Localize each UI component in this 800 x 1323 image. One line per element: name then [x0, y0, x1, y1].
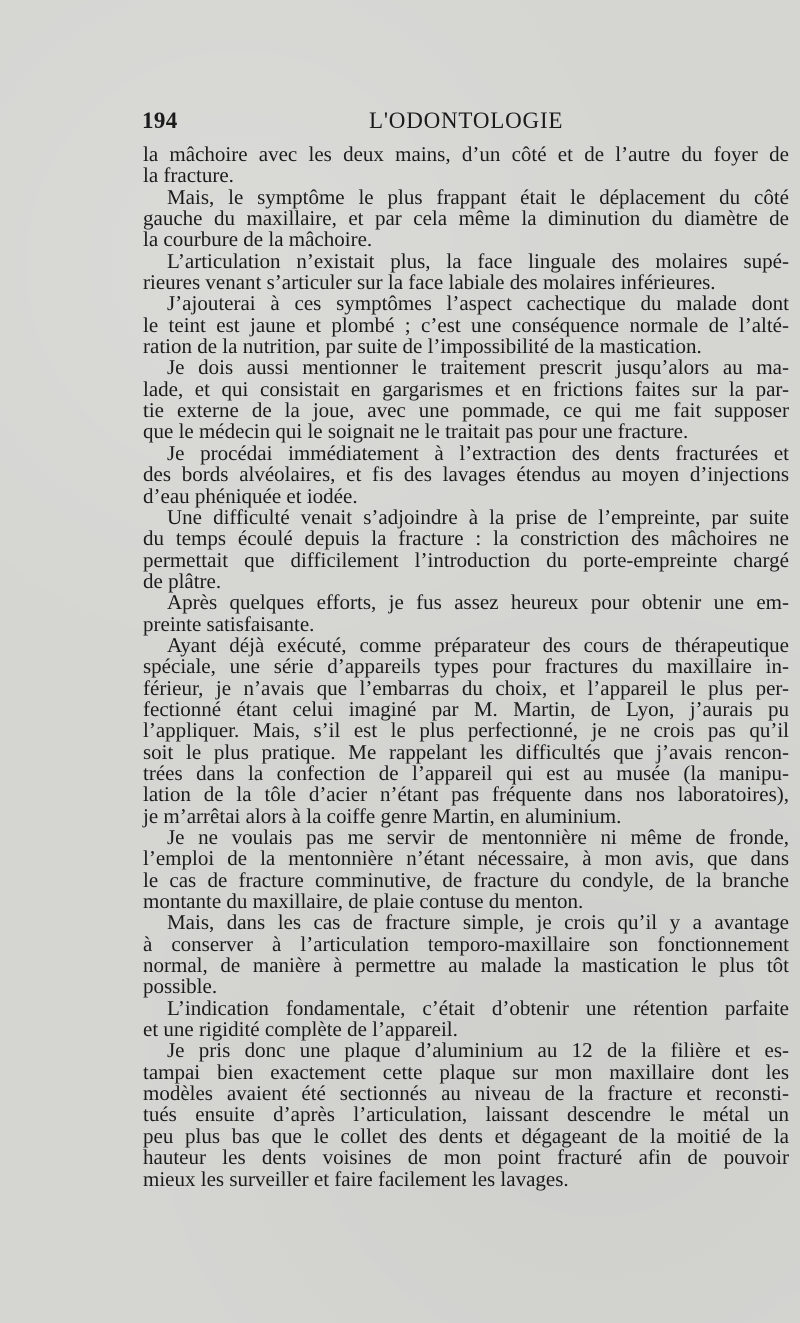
text-line: trées dans la confection de l’appareil qui est au musée (la manipu- — [143, 760, 789, 785]
text-line: du temps écoulé depuis la fracture : la constriction des mâchoires ne — [143, 526, 789, 551]
text-line: normal, de manière à permettre au malade la mastication le plus tôt — [143, 953, 789, 978]
text-line: soit le plus pratique. Me rappelant les difficultés que j’avais rencon- — [143, 739, 789, 764]
text-line: à conserver à l’articulation temporo-maxillaire son fonctionnement — [143, 931, 789, 956]
text-line: Ayant déjà exécuté, comme préparateur des cours de thérapeutique — [167, 632, 789, 657]
text-line: spéciale, une série d’appareils types pour fractures du maxillaire in- — [143, 654, 789, 679]
text-line: ration de la nutrition, par suite de l’impossibilité de la mastication. — [143, 334, 702, 359]
text-line: Je ne voulais pas me servir de mentonnière ni même de fronde, — [167, 825, 789, 849]
text-line: mieux les surveiller et faire facilement les lavages. — [143, 1166, 569, 1191]
text-line: possible. — [143, 974, 218, 999]
text-line: le teint est jaune et plombé ; c’est une conséquence normale de l’alté- — [143, 312, 789, 337]
text-line: tués ensuite d’après l’articulation, laissant descendre le métal un — [143, 1102, 789, 1127]
text-line: la mâchoire avec les deux mains, d’un côté et de l’autre du foyer de — [143, 142, 789, 166]
text-line: le cas de fracture comminutive, de fracture du condyle, de la branche — [143, 867, 789, 892]
text-line: tampai bien exactement cette plaque sur mon maxillaire dont les — [143, 1059, 789, 1084]
text-line: tie externe de la joue, avec une pommade, ce qui me fait supposer — [143, 398, 789, 423]
text-line: fectionné étant celui imaginé par M. Martin, de Lyon, j’aurais pu — [143, 696, 789, 721]
text-line: férieur, je n’avais que l’embarras du choix, et l’appareil le plus per- — [143, 675, 789, 700]
text-line: des bords alvéolaires, et fis des lavages étendus au moyen d’injections — [143, 462, 789, 487]
text-line: L’articulation n’existait plus, la face linguale des molaires supé- — [167, 248, 789, 273]
text-line: Je procédai immédiatement à l’extraction des dents fracturées et — [167, 440, 789, 465]
text-line: modèles avaient été sectionnés au niveau de la fracture et reconsti- — [143, 1081, 789, 1106]
text-line: Mais, dans les cas de fracture simple, je crois qu’il y a avantage — [167, 910, 789, 935]
text-line: Je dois aussi mentionner le traitement prescrit jusqu’alors au ma- — [167, 355, 789, 380]
text-line: hauteur les dents voisines de mon point fracturé afin de pouvoir — [143, 1145, 789, 1170]
text-line: Une difficulté venait s’adjoindre à la prise de l’empreinte, par suite — [167, 504, 789, 529]
text-line: je m’arrêtai alors à la coiffe genre Martin, en aluminium. — [143, 803, 622, 828]
text-line: lade, et qui consistait en gargarismes et en frictions faites sur la par- — [143, 376, 789, 401]
running-title: L'ODONTOLOGIE — [369, 108, 564, 133]
text-line: la courbure de la mâchoire. — [143, 227, 373, 252]
text-line: et une rigidité complète de l’appareil. — [143, 1017, 458, 1042]
text-line: la fracture. — [143, 163, 234, 188]
text-line: permettait que difficilement l’introduction du porte-empreinte chargé — [143, 547, 789, 572]
text-line: L’indication fondamentale, c’était d’obtenir une rétention parfaite — [167, 995, 789, 1020]
text-line: peu plus bas que le collet des dents et dégageant de la moitié de la — [143, 1123, 789, 1148]
text-line: Après quelques efforts, je fus assez heureux pour obtenir une em- — [167, 590, 789, 615]
text-line: gauche du maxillaire, et par cela même la diminution du diamètre de — [143, 206, 789, 231]
text-line: l’appliquer. Mais, s’il est le plus perfectionné, je ne crois pas qu’il — [143, 718, 789, 743]
text-line: Mais, le symptôme le plus frappant était le déplacement du côté — [167, 184, 789, 209]
text-line: montante du maxillaire, de plaie contuse du menton. — [143, 889, 584, 914]
text-line: preinte satisfaisante. — [143, 611, 315, 636]
page-header — [142, 104, 788, 138]
text-line: rieures venant s’articuler sur la face labiale des molaires inférieures. — [143, 270, 716, 295]
text-line: de plâtre. — [143, 568, 222, 593]
page-number: 194 — [142, 108, 178, 133]
text-line: l’emploi de la mentonnière n’étant nécessaire, à mon avis, que dans — [143, 846, 789, 871]
text-line: que le médecin qui le soignait ne le traitait pas pour une fracture. — [143, 419, 689, 444]
body-text — [143, 144, 789, 1190]
text-line: lation de la tôle d’acier n’étant pas fréquente dans nos laboratoires), — [143, 782, 789, 807]
text-line: J’ajouterai à ces symptômes l’aspect cachectique du malade dont — [167, 291, 789, 316]
text-line: d’eau phéniquée et iodée. — [143, 483, 358, 508]
text-line: Je pris donc une plaque d’aluminium au 12 de la filière et es- — [167, 1038, 789, 1063]
